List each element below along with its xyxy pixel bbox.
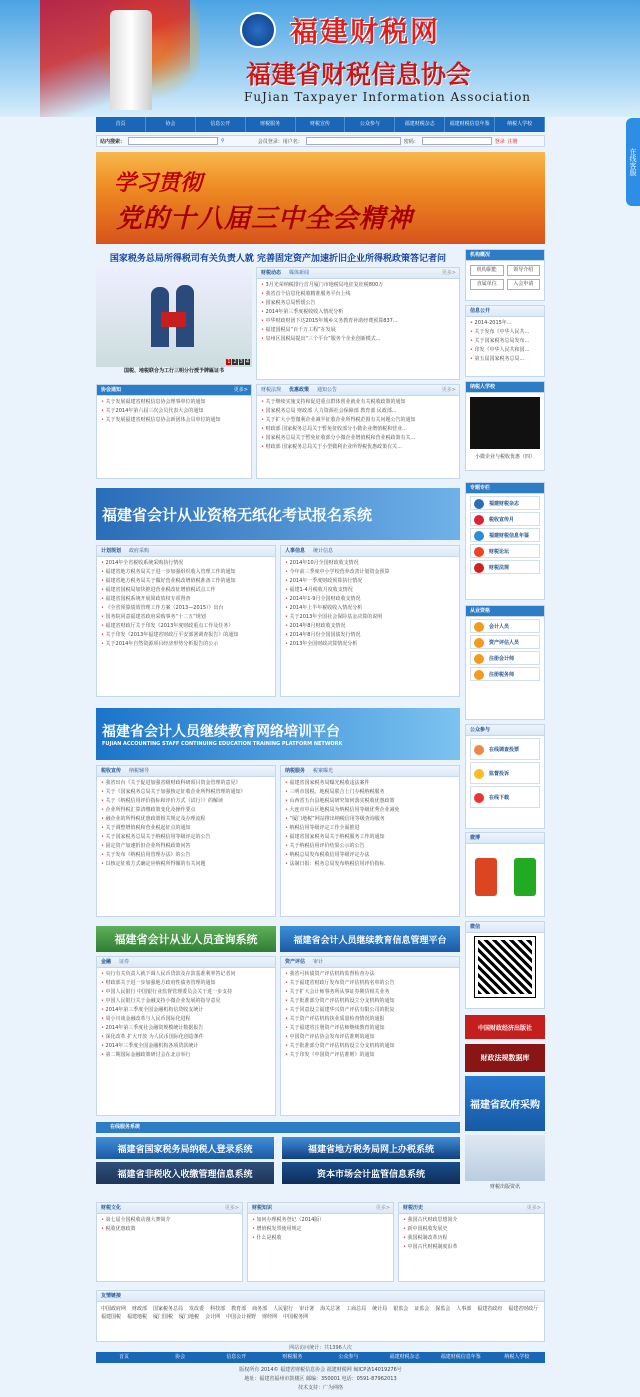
side-banner-procurement[interactable]: 福建省政府采购 [465, 1076, 545, 1131]
special-title: 专题专栏 [470, 485, 491, 491]
list-item[interactable]: • 福建省财政厅关于印发《2013年度财政重点工作及任务》 [101, 622, 271, 631]
list-item[interactable]: • 税收优惠政策 [101, 1225, 238, 1234]
practice-item[interactable]: 注册税务师 [470, 667, 540, 681]
friend-link[interactable]: 国家税务总局 [153, 1306, 184, 1312]
list-item[interactable]: • 关于发展福建省财税信息协会理事单位的通知 [101, 398, 247, 407]
list-item[interactable]: • 关于资产评估机构执业质量检查情况的通报 [285, 1015, 455, 1024]
news-photo[interactable] [96, 267, 252, 367]
list-item[interactable]: • 福建1-4月税收月度收支情况 [285, 586, 455, 595]
list-item[interactable]: • 中国资产评估协会发布评估准则的通知 [285, 1033, 455, 1042]
list-item[interactable]: • 印发《中华人民共和国... [470, 346, 540, 355]
monument-image [110, 10, 152, 110]
tab-tax-guide[interactable]: 纳税辅导 [129, 768, 150, 774]
wechat-title: 微信 [470, 924, 481, 930]
list-item[interactable]: • 福建国税局“百千万工程”在发展 [261, 326, 455, 335]
user-label: 会员登录：用户名： [257, 138, 303, 145]
tab-plan[interactable]: 计划规划 [101, 548, 122, 554]
exam-banner[interactable]: 福建省会计从业资格无纸化考试报名系统 [96, 488, 460, 540]
banner-line1: 学习贯彻 [114, 170, 203, 196]
links-box [96, 1290, 545, 1342]
site-name: 福建财税网 [290, 15, 441, 48]
org-name: 福建省财税信息协会 [246, 60, 472, 89]
weibo-box [465, 832, 545, 917]
list-item[interactable]: • 关于继续实施支持和促进重点群体创业就业有关税收政策的通知 [261, 398, 455, 407]
list-item[interactable]: • 关于纳税信用评价结果公示的公告 [285, 842, 455, 851]
footer-nav-item[interactable]: 财税服务 [282, 1354, 303, 1360]
list-item[interactable]: • 2014年第三季度全国金融机构信贷收支统计 [101, 1006, 271, 1015]
list-item[interactable]: • 关于2013年全国社会保险基金决算的说明 [285, 613, 455, 622]
list-item[interactable]: • 关于《纳税信用评价指标和评价方式（试行）》的解读 [101, 797, 271, 806]
tab-news[interactable]: 财税动态 [261, 270, 282, 276]
tab-notice[interactable]: 通知公告 [317, 387, 338, 393]
friend-link[interactable]: 人事部 [456, 1306, 472, 1312]
photo-page[interactable]: 4 [245, 359, 249, 365]
list-item[interactable]: • 固定资产加速折旧企业所得税政策问答 [101, 842, 271, 851]
friend-link[interactable]: 中国税务网 [283, 1314, 309, 1320]
footer-nav-item[interactable]: 纳税人学校 [504, 1354, 530, 1360]
list-item[interactable]: • 泉州区国税局提出“三个平台”服务个企业创新模式... [261, 335, 455, 344]
list-item[interactable]: • 国家税务总局 财政部 人力资源社会保障部 教育部 民政部... [261, 407, 455, 416]
list-item[interactable]: • 关于印发《中国资产评估准则》的通知 [285, 1051, 455, 1060]
list-item[interactable]: • 中国古代财税制度沿革 [403, 1243, 540, 1252]
list-item[interactable]: • 关于福建省财政厅发布资产评估机构名单的公告 [285, 979, 455, 988]
list-item[interactable]: • 关于国家税务总局发布... [470, 337, 540, 346]
friend-link[interactable]: 发改委 [189, 1306, 205, 1312]
headline-link[interactable]: 国家税务总局所得税司有关负责人就 完善固定资产加速折旧企业所得税政策答记者问 [109, 254, 447, 264]
list-item[interactable]: • 什么是税收 [252, 1234, 389, 1243]
list-item[interactable]: • 财政部关于进一步加强地方政府性债务管理的通知 [101, 979, 271, 988]
friend-link[interactable]: 银监会 [393, 1306, 409, 1312]
school-box [465, 381, 545, 471]
list-item[interactable]: • 以核定征收方式确定应纳税所得额的有关问题 [101, 860, 271, 869]
list-item[interactable]: • 关于同意设立福建华兴资产评估有限公司的批复 [285, 1006, 455, 1015]
special-item[interactable]: 福建财税杂志 [470, 496, 540, 510]
list-item[interactable]: • 福建省国家税务局关于纳税服务工作的通知 [285, 833, 455, 842]
list-item[interactable]: • 福建省地方税务局关于做好营业税改增值税准备工作的通知 [101, 577, 271, 586]
service-title: 在线服务系统 [96, 1122, 460, 1133]
site-header [0, 0, 640, 117]
special-box [465, 482, 545, 600]
list-item[interactable]: • 三明市国税、地税局联合上门办税纳税服务 [285, 788, 455, 797]
friend-link[interactable]: 保监会 [435, 1306, 451, 1312]
password-label: 密码： [403, 138, 419, 145]
training-banner[interactable] [96, 708, 460, 760]
asset-box [280, 956, 460, 1116]
list-item[interactable]: • 关于2014年第六届三次会员代表大会的通知 [101, 407, 247, 416]
friend-link[interactable]: 中国政府网 [101, 1306, 127, 1312]
org-link[interactable]: 入会申请 [507, 279, 541, 290]
list-item[interactable]: • 山西省五台县地税局研究如何落实税收优惠政策 [285, 797, 455, 806]
tab-procure[interactable]: 政府采购 [129, 548, 150, 554]
links-title: 友情链接 [101, 1293, 122, 1299]
list-item[interactable]: • 财政部 国家税务总局关于小型微利企业所得税优惠政策有关... [261, 443, 455, 452]
special-item[interactable]: 税收宣传月 [470, 512, 540, 526]
tab-securities[interactable]: 证券 [119, 959, 130, 965]
list-item[interactable]: • 第五届国家税务总局... [470, 355, 540, 364]
more-link[interactable]: 更多> [526, 1205, 541, 1211]
photo-page[interactable]: 2 [233, 359, 237, 365]
tab-finance[interactable]: 金融 [101, 959, 112, 965]
list-item[interactable]: • 3月光荣纳税排行首月厦门市地税局电征复征税800万 [261, 281, 455, 290]
list-item[interactable]: • 增值税发票使用规定 [252, 1225, 389, 1234]
public-title: 公众参与 [470, 727, 491, 733]
more-link[interactable]: 更多> [375, 1205, 390, 1211]
list-item[interactable]: • 第二期国际金融政策研讨会在北京举行 [101, 1051, 271, 1060]
friend-link[interactable]: 海关总署 [320, 1306, 341, 1312]
nav-item[interactable]: 协会 [146, 117, 196, 132]
login-button[interactable]: 登录 [494, 138, 505, 145]
list-item[interactable]: • 关于批准部分资产评估机构设立分支机构的通知 [285, 997, 455, 1006]
photo-page[interactable]: 1 [227, 359, 231, 365]
tab-policy[interactable]: 优惠政策 [289, 387, 310, 393]
footer-nav-item[interactable]: 信息公开 [226, 1354, 247, 1360]
training-title-en: FUJIAN ACCOUNTING STAFF CONTINUING EDUCATION TRAINING PLATFORM NETWORK [102, 741, 343, 747]
practice-item[interactable]: 资产评估人员 [470, 635, 540, 649]
friend-link[interactable]: 福建省政府 [477, 1306, 503, 1312]
org-name-en: FuJian Taxpayer Information Association [244, 90, 532, 104]
tab-service[interactable]: 纳税服务 [285, 768, 306, 774]
list-item[interactable]: • 如何办理税务登记（2014版） [252, 1216, 389, 1225]
nav-item[interactable]: 首页 [96, 117, 146, 132]
list-item[interactable]: • 深化改革 扩大开放 为人民币国际化创造条件 [101, 1033, 271, 1042]
footer-nav-item[interactable]: 公众参与 [338, 1354, 359, 1360]
list-item[interactable]: • 国务院同意福建省政府采购事务“十二五”规划 [101, 613, 271, 622]
video-caption[interactable]: 小微企业与税收优惠（四） [474, 454, 535, 460]
list-item[interactable]: • 国家税务总局关于暂免征收部分小微企业增值税和营业税政策有关... [261, 434, 455, 443]
main-nav [96, 117, 545, 132]
search-label: 站内搜索： [100, 138, 126, 145]
list-item[interactable]: • 关于发展福建省财税信息协会新团体会员单位的通知 [101, 416, 247, 425]
list-item[interactable]: • 2014年第三季度税收收入情况分析 [261, 308, 455, 317]
list-item[interactable]: • 2014年8月份全国国债发行情况 [285, 631, 455, 640]
policy-box [256, 384, 460, 479]
list-item[interactable]: • 2014年8月财政收支情况 [285, 622, 455, 631]
side-banner-press[interactable]: 中国财政经济出版社 [465, 1015, 545, 1039]
culture-title: 财税文化 [101, 1205, 122, 1211]
knowledge-title: 财税知识 [252, 1205, 273, 1211]
banner-line2: 党的十八届三中全会精神 [116, 204, 414, 234]
list-item[interactable]: • 关于扩大会计师事务所从事证券期货相关业务 [285, 988, 455, 997]
wechat-box [465, 921, 545, 1009]
footer-nav [96, 1352, 545, 1363]
login-bar [96, 135, 545, 147]
acc-box [96, 545, 276, 697]
vote-button[interactable]: 在线调查投票 [470, 738, 540, 760]
svc-ntax-login[interactable]: 福建省国家税务局纳税人登录系统 [96, 1137, 274, 1159]
special-item[interactable]: 福建财税信息年鉴 [470, 528, 540, 542]
query-system-banner[interactable]: 福建省会计从业人员查询系统 [96, 926, 276, 952]
list-item[interactable]: • 中国人民银行 中国银行业监督管理委员会关于进一步支持 [101, 988, 271, 997]
photo-page[interactable]: 3 [239, 359, 243, 365]
footer-nav-item[interactable]: 福建财税杂志 [389, 1354, 420, 1360]
online-service-button[interactable]: 在线客服 [626, 118, 640, 206]
tab-exposure[interactable]: 税案曝光 [313, 768, 334, 774]
tab-hr[interactable]: 人事信息 [285, 548, 306, 554]
friend-link[interactable]: 工商总局 [346, 1306, 367, 1312]
list-item[interactable]: • 关于批准部分资产评估机构设立分支机构的通知 [285, 1042, 455, 1051]
friend-link[interactable]: 科技部 [210, 1306, 226, 1312]
copyright: 版权所有 2014© 福建省财税信息协会 福建财税网 闽ICP备14019276号 [239, 1367, 402, 1373]
side-banner-image[interactable] [465, 1135, 545, 1181]
footer-nav-item[interactable]: 福建财税信息年鉴 [440, 1354, 481, 1360]
list-item[interactable]: • 今年前三季度中小学校营养改善计划资金预算 [285, 568, 455, 577]
list-item[interactable]: • 关于福建省注册资产评估师继续教育的通知 [285, 1024, 455, 1033]
list-item[interactable]: • 2014年第三季度社会融资规模统计数据报告 [101, 1024, 271, 1033]
svc-ltax-online[interactable]: 福建省地方税务局网上办税系统 [282, 1137, 460, 1159]
special-item[interactable]: 财税法规 [470, 560, 540, 574]
friend-link[interactable]: 厦门地税 [179, 1314, 200, 1320]
list-item[interactable]: • 关于《国家税务总局关于加强核定征收企业所得税管理的通知》 [101, 788, 271, 797]
friend-link[interactable]: 教育部 [231, 1306, 247, 1312]
friend-link[interactable]: 福建地税 [127, 1314, 148, 1320]
list-item[interactable]: • 2014年全省税收系统采购执行情况 [101, 559, 271, 568]
vat-box [280, 765, 460, 917]
nav-item[interactable]: 信息公开 [196, 117, 246, 132]
weibo-icon[interactable] [475, 858, 497, 896]
tab-stat[interactable]: 统计信息 [313, 548, 334, 554]
complaint-button[interactable]: 监督投诉 [470, 762, 540, 784]
address: 地址：福建省福州市鼓楼区 邮编：350001 电话：0591-87962013 [244, 1376, 397, 1382]
more-link[interactable]: 更多> [224, 1205, 239, 1211]
list-item[interactable]: • 关于2014年自然资源项目经济形势分析报告的公示 [101, 640, 271, 649]
list-item[interactable]: • 关于印发《2013年福建省财政厅平安部署调查报告》的通知 [101, 631, 271, 640]
training-title: 福建省会计人员继续教育网络培训平台 [102, 724, 340, 740]
list-item[interactable]: • 2014年一季度财政预算执行情况 [285, 577, 455, 586]
list-item[interactable]: • 福建省国家税务局曝光税收违法案件 [285, 779, 455, 788]
history-box [398, 1202, 545, 1282]
nav-item[interactable]: 纳税人学校 [495, 117, 545, 132]
register-button[interactable]: 注册 [507, 138, 518, 145]
friend-link[interactable]: 福建国税 [101, 1314, 122, 1320]
weibo-title: 微博 [470, 835, 481, 841]
list-item[interactable]: • 企业所得税汇算清缴政策变化及操作要点 [101, 806, 271, 815]
list-item[interactable]: • 2014年1-9月全国财政收支情况 [285, 595, 455, 604]
list-item[interactable]: • 关于调整增值税和营业税起征点的通知 [101, 824, 271, 833]
friend-link[interactable]: 中国会计视野 [226, 1314, 257, 1320]
list-item[interactable]: • 新中国税收发展史 [403, 1225, 540, 1234]
visit-counter: 网站访问统计：共1396人次 [289, 1345, 352, 1351]
friend-link[interactable]: 财政部 [132, 1306, 148, 1312]
qr-code [475, 937, 535, 997]
practice-item[interactable]: 会计人员 [470, 619, 540, 633]
side-banner-caption[interactable]: 财税出版资讯 [489, 1184, 520, 1190]
org-link[interactable]: 领导介绍 [507, 265, 541, 276]
download-button[interactable]: 在线下载 [470, 786, 540, 808]
list-item[interactable]: • 2014年上半年税收收入情况分析 [285, 604, 455, 613]
password-input[interactable] [422, 137, 492, 145]
list-item[interactable]: • 2014-2015年... [470, 319, 540, 328]
list-item[interactable]: • 第七届全国税收动漫大赛简介 [101, 1216, 238, 1225]
knowledge-box [247, 1202, 394, 1282]
friend-link[interactable]: 商务部 [252, 1306, 268, 1312]
friend-link[interactable]: 会计网 [205, 1314, 221, 1320]
list-item[interactable]: • 纳税信用等级评定工作全面推进 [285, 824, 455, 833]
tab-tax-promo[interactable]: 税收宣传 [101, 768, 122, 774]
finance-box [96, 956, 276, 1116]
list-item[interactable]: • 周小川谈金融改革与人民币国际化进程 [101, 1015, 271, 1024]
friend-link[interactable]: 财经网 [262, 1314, 278, 1320]
org-link[interactable]: 机构职能 [470, 265, 504, 276]
nav-item[interactable]: 财税宣传 [296, 117, 346, 132]
nav-item[interactable]: 福建财税杂志 [395, 117, 445, 132]
list-item[interactable]: • 我省可转债资产评估机构监督检查办法 [285, 970, 455, 979]
list-item[interactable]: • 法制日报：税务总局发布纳税信用评价指标 [285, 860, 455, 869]
list-item[interactable]: • 福建省地方税务局关于进一步加强组织收入管理工作的通知 [101, 568, 271, 577]
username-input[interactable] [306, 137, 401, 145]
side-banner-law-db[interactable]: 财政法规数据库 [465, 1044, 545, 1072]
history-title: 财税历史 [403, 1205, 424, 1211]
tax-box [96, 765, 276, 917]
list-item[interactable]: • 2014年三季度全国金融机构各项贷款统计 [101, 1042, 271, 1051]
nav-item[interactable]: 财税服务 [246, 117, 296, 132]
search-input[interactable] [128, 137, 218, 145]
list-item[interactable]: • 纳税总局发布税收信用等级评定办法 [285, 851, 455, 860]
photo-caption[interactable]: 国税、地税联合为工行三明分行授予牌匾证书 [123, 368, 224, 374]
school-title: 纳税人学校 [470, 384, 496, 390]
more-link[interactable]: 更多> [233, 387, 248, 393]
list-item[interactable]: • 我国古代财政思想简介 [403, 1216, 540, 1225]
list-item[interactable]: • 央行有关负责人就下调人民币贷款及存款基准利率答记者问 [101, 970, 271, 979]
list-item[interactable]: • 2013年全国财政决算情况分析 [285, 640, 455, 649]
list-item[interactable]: • 福建省国税系统开展简政放权专项督查 [101, 595, 271, 604]
more-link[interactable]: 更多> [441, 387, 456, 393]
friend-links [97, 1302, 544, 1323]
friend-link[interactable]: 厦门国税 [153, 1314, 174, 1320]
assoc-box [96, 384, 252, 479]
list-item[interactable]: • 关于发布《纳税信用管理办法》的公告 [101, 851, 271, 860]
practice-title: 从业资格 [470, 608, 491, 614]
list-item[interactable]: • 我省首个信息化税收精准服务平台上线 [261, 290, 455, 299]
mgmt-platform-banner[interactable]: 福建省会计人员继续教育信息管理平台 [280, 926, 460, 952]
friend-link[interactable]: 人民银行 [273, 1306, 294, 1312]
site-logo-icon [240, 12, 276, 48]
org-title: 机构概况 [470, 252, 491, 258]
list-item[interactable]: • 融企业的所得税优惠政策相关规定及办理流程 [101, 815, 271, 824]
friend-link[interactable]: 统计局 [372, 1306, 388, 1312]
nav-item[interactable]: 福建财税信息年鉴 [445, 117, 495, 132]
footer-nav-item[interactable]: 协会 [175, 1354, 186, 1360]
info-title: 信息公开 [470, 308, 491, 314]
practice-item[interactable]: 注册会计师 [470, 651, 540, 665]
footer-nav-item[interactable]: 首页 [119, 1354, 130, 1360]
list-item[interactable]: • 财政部 国家税务总局关于暂免征收部分小微企业增值税和营业... [261, 425, 455, 434]
list-item[interactable]: • 我省出台《关于促进加强省级财政科研项目资金管理的意见》 [101, 779, 271, 788]
special-item[interactable]: 财税论坛 [470, 544, 540, 558]
svc-nontax[interactable]: 福建省非税收入收缴管理信息系统 [96, 1162, 274, 1184]
friend-link[interactable]: 证监会 [414, 1306, 430, 1312]
list-item[interactable]: • 关于发布《中华人民共... [470, 328, 540, 337]
org-link[interactable]: 直属单位 [470, 279, 504, 290]
list-item[interactable]: • 中国人民银行关于金融支持小微企业发展的指导意见 [101, 997, 271, 1006]
news-box [256, 267, 460, 380]
nav-item[interactable]: 公众参与 [345, 117, 395, 132]
list-item[interactable]: • 2014年10月全国财政收支情况 [285, 559, 455, 568]
list-item[interactable]: • 福建省国税局加快推进营业税改征增值税试点工作 [101, 586, 271, 595]
search-icon[interactable]: ⚲ [221, 138, 225, 144]
public-box [465, 724, 545, 829]
tab-media[interactable]: 媒体新闻 [289, 270, 310, 276]
assoc-title: 协会通知 [101, 387, 122, 393]
svc-capital-market[interactable]: 资本市场会计监管信息系统 [282, 1162, 460, 1184]
video-player[interactable] [470, 397, 540, 449]
friend-link[interactable]: 审计署 [299, 1306, 315, 1312]
stat-box [280, 545, 460, 697]
main-banner[interactable] [96, 152, 545, 244]
list-item[interactable]: • 《全省预算绩效管理工作方案（2013—2015）》出台 [101, 604, 271, 613]
practice-box [465, 605, 545, 720]
org-box [465, 249, 545, 301]
list-item[interactable]: • 我国税制改革历程 [403, 1234, 540, 1243]
list-item[interactable]: • 关于国家税务总局关于纳税信用等级评定的公告 [101, 833, 271, 842]
list-item[interactable]: • 国家税务总局暂缓公告 [261, 299, 455, 308]
info-box [465, 305, 545, 377]
list-item[interactable]: • 关于扩大小型微利企业减半征收企业所得税范围有关问题公告的通知 [261, 416, 455, 425]
friend-link[interactable]: 福建省财政厅 [508, 1306, 539, 1312]
tech-support: 技术支持：广为网络 [297, 1385, 343, 1391]
more-link[interactable]: 更多> [441, 270, 456, 276]
tab-asset[interactable]: 资产评估 [285, 959, 306, 965]
list-item[interactable]: • “厦门地税”网站推出纳税信用等级查询服务 [285, 815, 455, 824]
tab-laws[interactable]: 财税法规 [261, 387, 282, 393]
wechat-icon[interactable] [514, 858, 536, 896]
tab-audit[interactable]: 审计 [313, 959, 324, 965]
list-item[interactable]: • 大连市中山区地税局为纳税信用等级优秀企业减免 [285, 806, 455, 815]
list-item[interactable]: • 中华财政财团下达2015年城乡义务教育补助经费预算837... [261, 317, 455, 326]
culture-box [96, 1202, 243, 1282]
